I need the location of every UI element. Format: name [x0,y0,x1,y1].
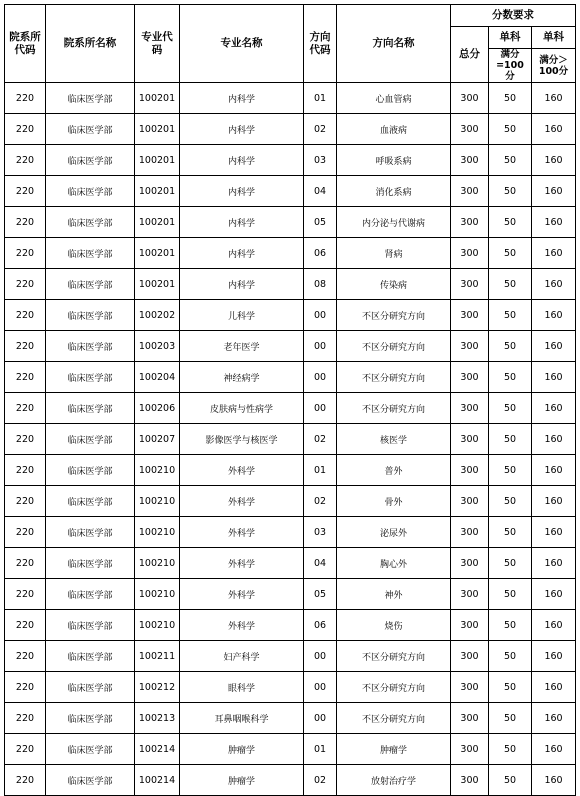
cell-single-100: 50 [489,176,532,207]
cell-major-code: 100210 [135,579,180,610]
cell-dept-name: 临床医学部 [46,207,135,238]
cell-major-code: 100203 [135,331,180,362]
table-row [5,207,576,238]
table-row [5,579,576,610]
cell-dept-name: 临床医学部 [46,703,135,734]
cell-single-gt100: 160 [532,672,576,703]
cell-major-code: 100210 [135,610,180,641]
cell-dept-code: 220 [5,517,46,548]
table-row [5,455,576,486]
cell-dir-code: 00 [304,393,337,424]
cell-dept-name: 临床医学部 [46,765,135,796]
cell-total-score: 300 [451,765,489,796]
cell-single-gt100: 160 [532,517,576,548]
cell-dir-name: 不区分研究方向 [337,672,451,703]
table-row [5,145,576,176]
cell-major-name: 外科学 [180,486,304,517]
cell-single-100: 50 [489,207,532,238]
cell-dir-code: 00 [304,362,337,393]
cell-single-gt100: 160 [532,734,576,765]
cell-single-100: 50 [489,486,532,517]
table-row [5,83,576,114]
cell-single-100: 50 [489,734,532,765]
cell-dir-code: 04 [304,176,337,207]
cell-dir-code: 01 [304,734,337,765]
table-row [5,610,576,641]
cell-major-name: 肿瘤学 [180,734,304,765]
cell-single-gt100: 160 [532,145,576,176]
cell-single-gt100: 160 [532,300,576,331]
table-row [5,548,576,579]
cell-dir-code: 00 [304,672,337,703]
cell-single-100: 50 [489,641,532,672]
cell-dir-name: 核医学 [337,424,451,455]
cell-dept-name: 临床医学部 [46,393,135,424]
cell-dir-code: 08 [304,269,337,300]
cell-dept-name: 临床医学部 [46,362,135,393]
cell-major-code: 100201 [135,176,180,207]
cell-major-name: 内科学 [180,238,304,269]
header-major-code: 专业代码 [135,5,180,83]
cell-dept-code: 220 [5,362,46,393]
cell-dir-code: 00 [304,641,337,672]
cell-major-name: 影像医学与核医学 [180,424,304,455]
table-row [5,331,576,362]
table-row [5,362,576,393]
cell-dept-name: 临床医学部 [46,238,135,269]
cell-single-gt100: 160 [532,331,576,362]
cell-major-name: 外科学 [180,455,304,486]
cell-single-gt100: 160 [532,610,576,641]
cell-dir-code: 00 [304,300,337,331]
table-row [5,269,576,300]
cell-total-score: 300 [451,703,489,734]
cell-major-code: 100201 [135,238,180,269]
cell-major-name: 外科学 [180,517,304,548]
cell-dept-code: 220 [5,114,46,145]
cell-single-100: 50 [489,300,532,331]
cell-major-name: 老年医学 [180,331,304,362]
cell-single-100: 50 [489,424,532,455]
table-row [5,517,576,548]
table-row [5,424,576,455]
cell-single-gt100: 160 [532,703,576,734]
cell-major-name: 妇产科学 [180,641,304,672]
cell-dir-name: 不区分研究方向 [337,641,451,672]
cell-major-name: 内科学 [180,269,304,300]
cell-total-score: 300 [451,455,489,486]
cell-dir-name: 不区分研究方向 [337,703,451,734]
cell-dir-code: 06 [304,238,337,269]
cell-dir-code: 02 [304,486,337,517]
cell-single-gt100: 160 [532,579,576,610]
cell-dept-name: 临床医学部 [46,517,135,548]
cell-single-100: 50 [489,331,532,362]
cell-major-code: 100206 [135,393,180,424]
cell-dept-name: 临床医学部 [46,672,135,703]
cell-dir-name: 消化系病 [337,176,451,207]
header-major-name: 专业名称 [180,5,304,83]
cell-single-gt100: 160 [532,486,576,517]
cell-dept-code: 220 [5,703,46,734]
cell-dir-code: 02 [304,765,337,796]
header-score-requirement: 分数要求 [451,5,576,27]
cell-major-name: 肿瘤学 [180,765,304,796]
cell-dir-name: 心血管病 [337,83,451,114]
cell-dept-code: 220 [5,765,46,796]
cell-major-code: 100210 [135,486,180,517]
cell-total-score: 300 [451,83,489,114]
cell-major-name: 眼科学 [180,672,304,703]
cell-major-name: 外科学 [180,548,304,579]
cell-major-name: 皮肤病与性病学 [180,393,304,424]
cell-dept-code: 220 [5,734,46,765]
table-row [5,672,576,703]
cell-single-100: 50 [489,703,532,734]
cell-major-code: 100213 [135,703,180,734]
table-row [5,114,576,145]
table-row [5,176,576,207]
cell-single-gt100: 160 [532,455,576,486]
cell-dept-name: 临床医学部 [46,641,135,672]
cell-single-gt100: 160 [532,362,576,393]
cell-total-score: 300 [451,486,489,517]
cell-single-gt100: 160 [532,269,576,300]
header-dir-name: 方向名称 [337,5,451,83]
cell-dir-code: 04 [304,548,337,579]
cell-single-100: 50 [489,393,532,424]
table-row [5,238,576,269]
cell-total-score: 300 [451,610,489,641]
cell-dir-code: 03 [304,145,337,176]
cell-dir-name: 泌尿外 [337,517,451,548]
cell-dir-code: 05 [304,207,337,238]
cell-single-100: 50 [489,765,532,796]
cell-single-gt100: 160 [532,393,576,424]
cell-major-code: 100210 [135,455,180,486]
cell-single-100: 50 [489,362,532,393]
cell-dir-code: 02 [304,114,337,145]
table-row [5,300,576,331]
cell-major-code: 100210 [135,548,180,579]
cell-major-name: 内科学 [180,207,304,238]
header-dept-code: 院系所代码 [5,5,46,83]
cell-dept-code: 220 [5,393,46,424]
cell-total-score: 300 [451,331,489,362]
cell-total-score: 300 [451,269,489,300]
header-dir-code: 方向代码 [304,5,337,83]
cell-dir-name: 不区分研究方向 [337,300,451,331]
cell-dir-code: 06 [304,610,337,641]
cell-major-name: 儿科学 [180,300,304,331]
cell-total-score: 300 [451,300,489,331]
cell-dept-name: 临床医学部 [46,114,135,145]
cell-total-score: 300 [451,517,489,548]
cell-dept-code: 220 [5,145,46,176]
cell-major-code: 100204 [135,362,180,393]
cell-dept-name: 临床医学部 [46,300,135,331]
cell-dir-code: 00 [304,703,337,734]
table-body [5,83,576,796]
cell-dept-name: 临床医学部 [46,455,135,486]
cell-dir-name: 烧伤 [337,610,451,641]
table-row [5,765,576,796]
table-row [5,734,576,765]
cell-single-gt100: 160 [532,83,576,114]
cell-dir-name: 肿瘤学 [337,734,451,765]
cell-dir-name: 不区分研究方向 [337,393,451,424]
cell-single-gt100: 160 [532,207,576,238]
header-single-subject-gt100: 单科 [532,27,576,49]
cell-dir-name: 神外 [337,579,451,610]
cell-major-code: 100210 [135,517,180,548]
cell-single-gt100: 160 [532,238,576,269]
cell-major-name: 耳鼻咽喉科学 [180,703,304,734]
cell-dir-name: 肾病 [337,238,451,269]
cell-major-name: 神经病学 [180,362,304,393]
cell-major-code: 100214 [135,734,180,765]
cell-total-score: 300 [451,207,489,238]
cell-dept-name: 临床医学部 [46,579,135,610]
header-total-score: 总分 [451,27,489,83]
cell-major-code: 100201 [135,207,180,238]
cell-dept-code: 220 [5,331,46,362]
cell-dept-name: 临床医学部 [46,83,135,114]
cell-major-code: 100202 [135,300,180,331]
cell-dept-code: 220 [5,424,46,455]
cell-dir-name: 血液病 [337,114,451,145]
cell-dept-name: 临床医学部 [46,269,135,300]
cell-dept-code: 220 [5,610,46,641]
cell-dir-name: 骨外 [337,486,451,517]
cell-major-code: 100201 [135,145,180,176]
cell-dept-code: 220 [5,300,46,331]
cell-major-name: 内科学 [180,145,304,176]
cell-major-code: 100214 [135,765,180,796]
cell-single-100: 50 [489,238,532,269]
header-full-100: 满分=100分 [489,49,532,83]
cell-dept-name: 临床医学部 [46,734,135,765]
cell-total-score: 300 [451,176,489,207]
cell-dept-code: 220 [5,579,46,610]
cell-single-gt100: 160 [532,765,576,796]
cell-total-score: 300 [451,145,489,176]
cell-single-100: 50 [489,672,532,703]
header-dept-name: 院系所名称 [46,5,135,83]
header-full-gt100: 满分＞100分 [532,49,576,83]
table-row [5,393,576,424]
cell-major-code: 100201 [135,83,180,114]
cell-dept-code: 220 [5,176,46,207]
cell-dept-code: 220 [5,207,46,238]
cell-dir-name: 呼吸系病 [337,145,451,176]
cell-single-100: 50 [489,455,532,486]
cell-dir-name: 不区分研究方向 [337,331,451,362]
cell-total-score: 300 [451,641,489,672]
cell-total-score: 300 [451,734,489,765]
cell-total-score: 300 [451,579,489,610]
cell-major-code: 100211 [135,641,180,672]
cell-major-name: 内科学 [180,114,304,145]
cell-dept-code: 220 [5,238,46,269]
cell-dept-code: 220 [5,641,46,672]
cell-major-name: 内科学 [180,83,304,114]
cell-major-name: 外科学 [180,579,304,610]
cell-total-score: 300 [451,238,489,269]
cell-single-100: 50 [489,548,532,579]
cell-single-gt100: 160 [532,641,576,672]
cell-dept-name: 临床医学部 [46,424,135,455]
header-single-subject-100: 单科 [489,27,532,49]
cell-single-100: 50 [489,145,532,176]
cell-single-gt100: 160 [532,424,576,455]
cell-dept-code: 220 [5,269,46,300]
cell-dept-name: 临床医学部 [46,331,135,362]
cell-major-code: 100212 [135,672,180,703]
cell-single-100: 50 [489,610,532,641]
cell-dir-name: 胸心外 [337,548,451,579]
cell-major-code: 100201 [135,114,180,145]
cell-dir-name: 传染病 [337,269,451,300]
cell-total-score: 300 [451,393,489,424]
cell-dir-code: 03 [304,517,337,548]
cell-single-100: 50 [489,83,532,114]
cell-single-gt100: 160 [532,176,576,207]
cell-single-gt100: 160 [532,114,576,145]
cell-major-name: 外科学 [180,610,304,641]
table-row [5,703,576,734]
cell-dir-code: 05 [304,579,337,610]
cell-dept-name: 临床医学部 [46,610,135,641]
cell-total-score: 300 [451,672,489,703]
cell-dir-code: 02 [304,424,337,455]
cell-dept-code: 220 [5,83,46,114]
cell-dept-name: 临床医学部 [46,548,135,579]
cell-single-gt100: 160 [532,548,576,579]
cell-dept-code: 220 [5,486,46,517]
cell-total-score: 300 [451,548,489,579]
cell-dir-name: 不区分研究方向 [337,362,451,393]
cell-dept-name: 临床医学部 [46,486,135,517]
cell-total-score: 300 [451,424,489,455]
cell-dept-code: 220 [5,672,46,703]
cell-major-code: 100207 [135,424,180,455]
cell-single-100: 50 [489,579,532,610]
cell-dept-code: 220 [5,548,46,579]
cell-total-score: 300 [451,362,489,393]
table-row [5,486,576,517]
cell-dept-name: 临床医学部 [46,176,135,207]
cell-major-name: 内科学 [180,176,304,207]
cell-single-100: 50 [489,269,532,300]
cell-dir-code: 01 [304,455,337,486]
admission-score-table [4,4,576,796]
cell-dir-name: 内分泌与代谢病 [337,207,451,238]
cell-single-100: 50 [489,114,532,145]
table-row [5,641,576,672]
cell-dir-code: 00 [304,331,337,362]
cell-dept-code: 220 [5,455,46,486]
cell-dept-name: 临床医学部 [46,145,135,176]
cell-single-100: 50 [489,517,532,548]
cell-dir-name: 普外 [337,455,451,486]
cell-major-code: 100201 [135,269,180,300]
cell-total-score: 300 [451,114,489,145]
table-header [5,5,576,83]
cell-dir-name: 放射治疗学 [337,765,451,796]
cell-dir-code: 01 [304,83,337,114]
